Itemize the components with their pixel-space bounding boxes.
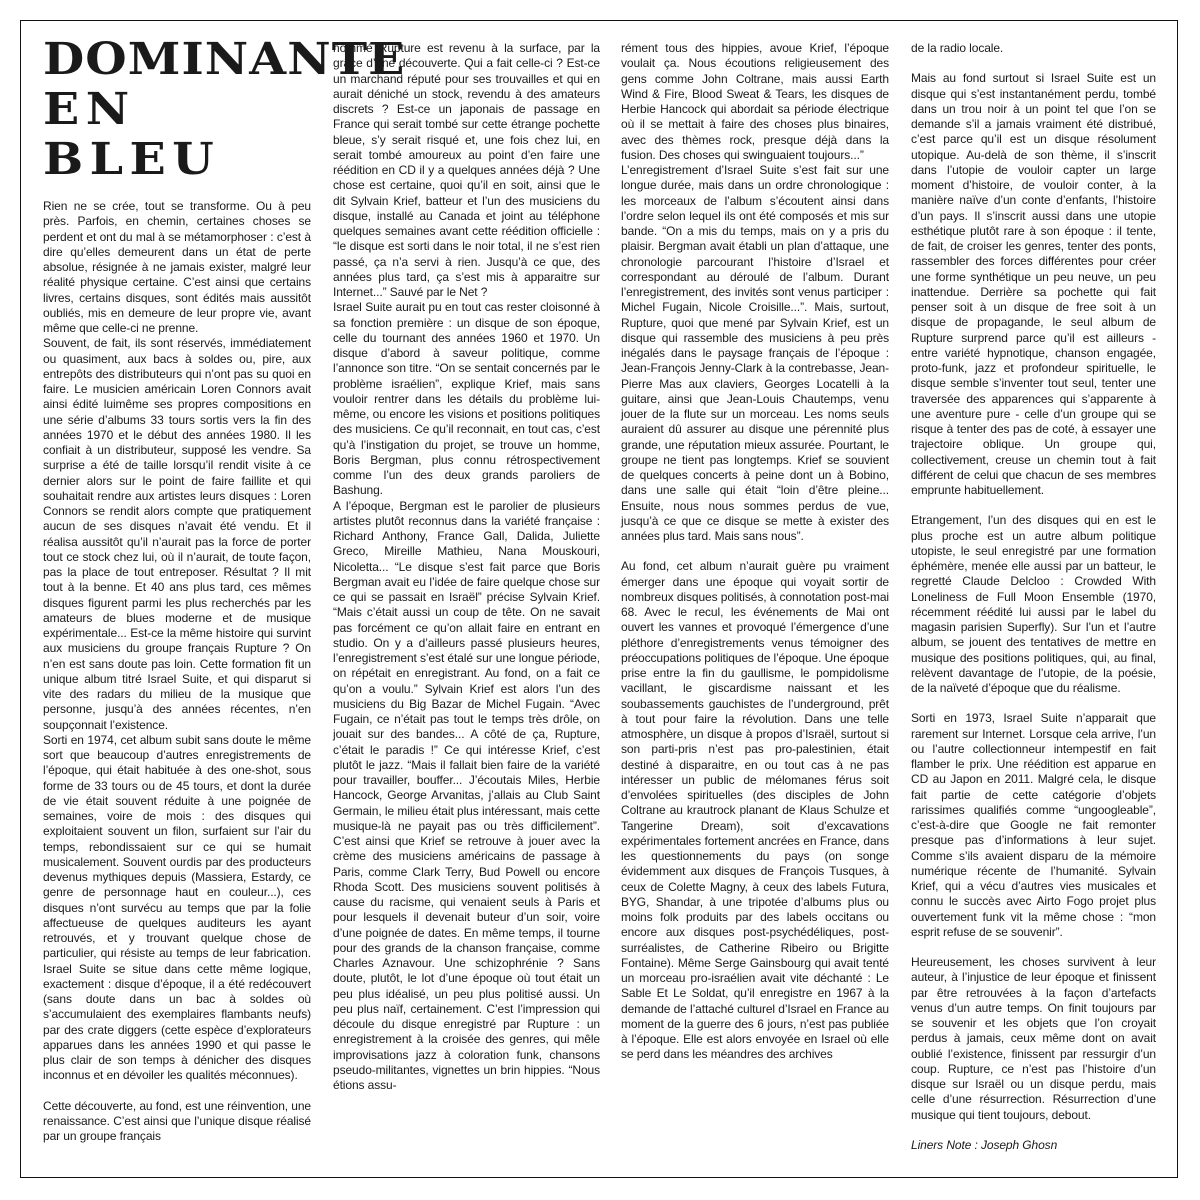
column-4 — [911, 41, 1156, 1171]
paragraph: Mais au fond surtout si Israel Suite est un disque qui s’est instantanément perdu, tombé dans un trou noir à un point tel que l’on se demande s’il a jamais vraiment été distribué, c’est parce qu’il est un disque résolument utopique. Au-delà de son thème, il s’inscrit dans l’utopie de vouloir capter un large moment d’histoire, de vouloir conter, à la manière naïve d’un conte d’enfants, l’histoire d’un pays. Il s’inscrit aussi dans une utopie esthétique plutôt rare à son époque : il tente, de fait, de croiser les genres, tenter des ponts, rassembler des forces différentes pour créer une forme synthétique un peu neuve, un peu inattendue. Derrière sa pochette qui fait penser soit à un disque de free soit à un disque de propagande, le seul album de Rupture surprend parce qu’il est ailleurs - entre variété hypnotique, chanson engagée, proto-funk, jazz et profondeur spirituelle, le disque semble s’inventer tout seul, tenter une traversée des apparences qui s’apparente à une aventure pure - celle d’un groupe qui se risque à tenter des pas de coté, à essayer une trajectoire oblique. Un groupe qui, collectivement, creuse un chemin tout à fait différent de celui que chacun de ses membres emprunte habituellement. — [911, 71, 1156, 497]
paragraph: nommé Rupture est revenu à la surface, par la grâce d’une découverte. Qui a fait celle-ci ? Est-ce un marchand réputé pour ses trouvailles et qui en aurait déniché un stock, revendu à des amateurs discrets ? Est-ce un japonais de passage en France qui serait tombé sur cette étrange pochette bleue, s’y serait risqué et, une fois chez lui, en serait tombé amoureux au point d’en faire une réédition en CD il y a quelques années déjà ? Une chose est certaine, quoi qu’il en soit, ainsi que le dit Sylvain Krief, batteur et l’un des musiciens du disque, installé au Canada et joint au téléphone quelques semaines avant cette réédition officielle : “le disque est sorti dans le noir total, il ne s’est rien passé, ça n’a servi à rien. Jusqu’à ce que, des années plus tard, ça s’est mis à apparaitre sur Internet...” Sauvé par le Net ? — [333, 41, 600, 299]
paragraph: Israel Suite aurait pu en tout cas rester cloisonné à sa fonction première : un disque de son époque, celle du tournant des années 1960 et 1970. Un disque d’abord à saveur politique, comme l’annonce son titre. “On se sentait concernés par le problème israélien”, explique Krief, mais sans vouloir rentrer dans les détails du problème lui-même, ou encore les visions et positions politiques des musiciens. Ce qu’il reconnait, en tout cas, c’est qu’à l’instigation du projet, se trouve un homme, Boris Bergman, plus connu rétrospectivement comme l’un des deux grands paroliers de Bashung. — [333, 300, 600, 498]
column-2 — [333, 41, 600, 1171]
paragraph: Au fond, cet album n’aurait guère pu vraiment émerger dans une époque qui voyait sortir de nombreux disques politisés, à connotation post-mai 68. Avec le recul, les événements de Mai ont ouvert les vannes et provoqué l’émergence d’une pléthore d’enregistrements venus témoigner des préoccupations politiques de l’époque. Une époque prise entre la fin du gaullisme, le pompidolisme vacillant, le giscardisme naissant et les soubassements gauchistes de l’underground, prêt à tout pour faire la révolution. Dans une telle atmosphère, un disque à propos d’Israël, surtout si son parti-pris n’est pas pro-palestinien, était destiné à disparaitre, en ou tout cas à ne pas intéresser un public de mélomanes férus soit d’envolées spirituelles (des disciples de John Coltrane au krautrock planant de Klaus Schulze et Tangerine Dream), soit d’excavations expérimentales fortement ancrées en France, dans les questionnements du pays (on songe évidemment aux disques de François Tusques, à ceux de Colette Magny, à ceux des labels Futura, BYG, Shandar, à une tripotée d’albums plus ou moins folk produits par des labels occitans ou encore aux disques post-psychédéliques, post-surréalistes, de Catherine Ribeiro ou Brigitte Fontaine). Même Serge Gainsbourg qui avait tenté un morceau pro-israélien avait vite déchanté : Le Sable Et Le Soldat, qu’il enregistre en 1967 à la demande de l’attaché culturel d’Israel en France au moment de la guerre des 6 jours, n’est pas publiée à l’époque. Elle est alors envoyée en Israel où elle se perd dans les méandres des archives — [621, 559, 889, 1062]
column-3 — [621, 41, 889, 1171]
paragraph: de la radio locale. — [911, 41, 1004, 55]
paragraph: Rien ne se crée, tout se transforme. Ou à peu près. Parfois, en chemin, certaines choses se perdent et ont du mal à se métamorphoser : c’est à dire qu’elles demeurent dans un état de perte absolue, résignée à ne jamais exister, malgré leur réalité physique certaine. C’est ainsi que certains livres, certains disques, sont édités mais aussitôt oubliés, mis en demeure de leur propre vie, avant même que celle-ci ne prenne. — [43, 199, 311, 335]
liner-notes-signature: Liners Note : Joseph Ghosn — [911, 1137, 1058, 1152]
paragraph: rément tous des hippies, avoue Krief, l’époque voulait ça. Nous écoutions religieusement des gens comme John Coltrane, mais aussi Earth Wind & Fire, Blood Sweat & Tears, les disques de Herbie Hancock qui abordait sa période électrique où il se mettait à faire des choses plus binaires, avec des thèmes rock, presque déjà dans la fusion. Des choses qui swinguaient toujours...” — [621, 41, 889, 162]
paragraph: A l’époque, Bergman est le parolier de plusieurs artistes plutôt reconnus dans la variété française : Richard Anthony, France Gall, Dalida, Juliette Greco, Mireille Mathieu, Nana Mouskouri, Nicoletta... “Le disque s’est fait parce que Boris Bergman avait eu l’idée de faire quelque chose sur ce qui se passait en Israël” précise Sylvain Krief. “Mais c’était aussi un coup de tête. On ne savait pas forcément ce qu’on allait faire en entrant en studio. On y a d’ailleurs passé plusieurs heures, l’enregistrement s’est étalé sur une longue période, on répétait en enregistrant. Au fond, on a fait ce qu’on a voulu.” Sylvain Krief est alors l’un des musiciens du Big Bazar de Michel Fugain. “Avec Fugain, ce n’était pas tout le temps très drôle, on jouait sur des bandes... A côté de ça, Rupture, c’était le paradis !” Ce qui intéresse Krief, c’est plutôt le jazz. “Mais il fallait bien faire de la variété pour travailler, bouffer... J’écoutais Miles, Herbie Hancock, George Arvanitas, j’allais au Club Saint Germain, le milieu était plus intéressant, mais cette musique-là ne payait pas ou très difficilement”. C’est ainsi que Krief se retrouve à jouer avec la crème des musiciens américains de passage à Paris, comme Clark Terry, Bud Powell ou encore Rhoda Scott. Des musiciens souvent politisés à cause du racisme, qui venaient seuls à Paris et pour lesquels il devenait buteur d’un soir, voire d’une poignée de dates. En même temps, il tourne pour des grands de la chanson française, comme Charles Aznavour. Une schizophrénie ? Sans doute, plutôt, le lot d’une époque où tout était un peu plus idéalisé, un peu plus politisé aussi. Un peu plus naïf, certainement. C’est l’impression qui découle du disque enregistré par Rupture : un enregistrement à la croisée des genres, qui mêle improvisations jazz à coloration funk, chansons pseudo-militantes, vignettes un brin hippies. “Nous étions assu- — [333, 498, 600, 1092]
paragraph: Cette découverte, au fond, est une réinvention, une renaissance. C’est ainsi que l’unique disque réalisé par un groupe français — [43, 1098, 311, 1143]
paragraph: L’enregistrement d’Israel Suite s’est fait sur une longue durée, mais dans un ordre chronologique : les morceaux de l’album s’écoutent ainsi dans l’ordre selon lequel ils ont été composés et mis sur bande. “On a mis du temps, mais on y a pris du plaisir. Bergman avait établi un plan d’attaque, une chronologie parcourant l’histoire d’Israel et correspondant au déroulé de l’album. Durant l’enregistrement, des invités sont venus participer : Michel Fugain, Nicole Croisille...”. Mais, surtout, Rupture, quoi que mené par Sylvain Krief, est un disque qui rassemble des musiciens à peu près inégalés dans le paysage français de l’époque : Jean-François Jenny-Clark à la contrebasse, Jean-Pierre Mas aux claviers, Georges Locatelli à la guitare, ainsi que Jean-Louis Chautemps, venu jouer de la flute sur un morceau. Les noms seuls auraient dû assurer au disque une pérennité plus grande, une réputation mieux assurée. Pourtant, le groupe ne tient pas longtemps. Krief se souvient de quelques concerts à peine dont un à Bobino, dans une salle qui était “loin d’être pleine... Ensuite, nous nous sommes perdus de vue, jusqu’à ce que ce disque se mette à exister des années plus tard. Mais sans nous”. — [621, 163, 889, 543]
title-line-2: EN BLEU — [43, 84, 221, 185]
page-frame — [20, 20, 1178, 1178]
paragraph: Sorti en 1974, cet album subit sans doute le même sort que beaucoup d’autres enregistrements de l’époque, qui était habituée à des one-shot, sous forme de 33 tours ou de 45 tours, et dont la durée de vie était souvent réduite à une poignée de semaines, voire de mois : des disques qui exploitaient souvent un filon, surfaient sur l’air du temps, rebondissaient sur ce qui se humait musicalement. Souvent ourdis par des producteurs devenus mythiques depuis (Massiera, Estardy, ce genre de personnage haut en couleur...), ces disques n’ont survécu au temps que par la folie affectueuse de quelques auditeurs les ayant retrouvés, et y trouvant quelque chose de particulier, qui résiste au temps de leur fabrication. Israel Suite se situe dans cette même logique, exactement : disque d’époque, il a été redécouvert (sans doute dans un bac à soldes où s’accumulaient des exemplaires flambants neufs) par des crate diggers (cette espèce d’explorateurs apparues dans les années 1990 et qui passe le plus clair de son temps à dénicher des disques inconnus et en dévoiler les qualités méconnues). — [43, 732, 311, 1083]
article-title — [43, 34, 406, 185]
paragraph: Sorti en 1973, Israel Suite n’apparait que rarement sur Internet. Lorsque cela arrive, l’un ou l’autre collectionneur intempestif en fait flamber le prix. Une réédition est apparue en CD au Japon en 2011. Malgré cela, le disque fait partie de cette catégorie d’objets rarissimes qualifiés comme “ungoogleable”, c’est-à-dire que Google ne fait remonter presque pas d’informations à leur sujet. Comme s’ils avaient disparu de la mémoire numérique récente de l’humanité. Sylvain Krief, qui a vécu d’autres vies musicales et connu le succès avec Airto Fogo projet plus ouvertement funk vit la même chose : “mon esprit refuse de se souvenir”. — [911, 711, 1156, 939]
title-line-1: DOMINANTE — [43, 34, 406, 85]
paragraph: Etrangement, l’un des disques qui en est le plus proche est un autre album politique utopiste, le seul enregistré par une formation éphémère, menée elle aussi par un batteur, le regretté Claude Delcloo : Crowded With Loneliness de Full Moon Ensemble (1970, récemment réédité lui aussi par le label du magasin parisien Superfly). Sur l’un et l’autre album, se jouent des tentatives de mettre en musique des positions politiques, qui, au final, relèvent davantage de l’utopie, de la poésie, de la naïveté d’époque que du réalisme. — [911, 513, 1156, 695]
column-1 — [43, 33, 406, 1173]
paragraph: Souvent, de fait, ils sont réservés, immédiatement ou quasiment, aux bacs à soldes ou, pire, aux entrepôts des distributeurs qui n’ont pas su quoi en faire. Le musicien américain Loren Connors avait ainsi édité luimême ses propres compositions en une série d’albums 33 tours sortis vers la fin des années 1970 et le début des années 1980. Il les confiait à un distributeur, supposé les vendre. Sa surprise a été de taille lorsqu’il rendit visite à ce dernier alors sur le point de faire faillite et qui souhaitait rendre aux artistes leurs disques : Loren Connors se rendit alors compte que pratiquement aucun de ses disques n’avait été vendu. Et il réalisa aussitôt qu’il n’aurait pas la force de porter tout ce stock chez lui, où il n’aurait, de toute façon, pas la place de tout entreposer. Résultat ? Il mit tout à la benne. Et 40 ans plus tard, ces mêmes disques figurent parmi les plus recherchés par les amateurs de blues moderne et de musique expérimentale... Est-ce la même histoire qui survint aux musiciens du groupe français Rupture ? On n’en est sans doute pas loin. Cette formation fit un unique album titré Israel Suite, et qui disparut si vite des radars du milieu de la musique que personne, jusqu’à des années récentes, n’en soupçonnait l’existence. — [43, 336, 311, 732]
paragraph: Heureusement, les choses survivent à leur auteur, à l’injustice de leur époque et finissent par être retrouvées à la façon d’artefacts venus d’un autre temps. On finit toujours par se souvenir et les objets que l’on croyait perdus à jamais, ceux même dont on avait oublié l’existence, finissent par ressurgir d’un coup. Rupture, ce n’est pas l’histoire d’un disque sur Israël ou un disque perdu, mais celle d’une résurrection. Résurrection d’une musique qui tient toujours, debout. — [911, 955, 1156, 1122]
